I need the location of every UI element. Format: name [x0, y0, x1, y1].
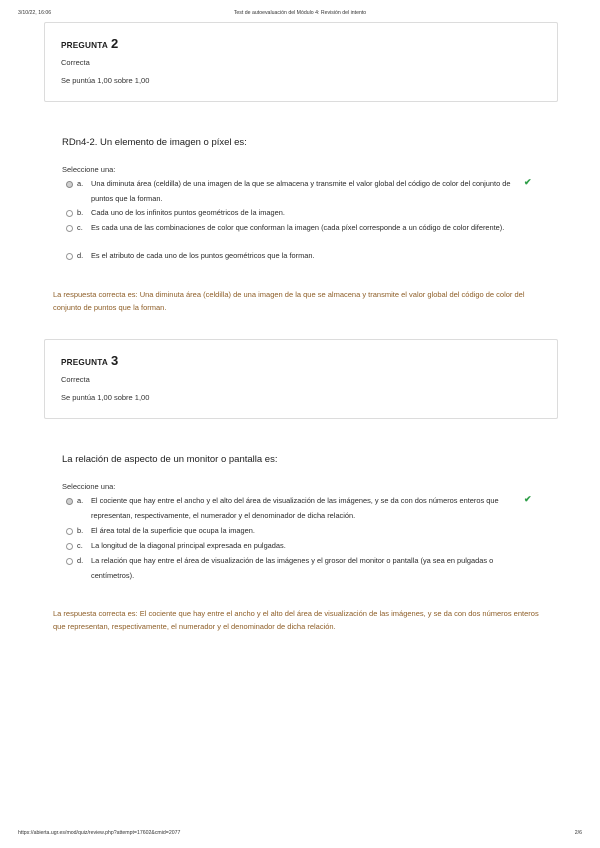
check-icon: ✔ — [524, 494, 532, 504]
answer-letter: b. — [77, 208, 84, 217]
question-text: RDn4-2. Un elemento de imagen o píxel es: — [62, 137, 247, 148]
radio-icon[interactable] — [66, 528, 73, 535]
question-state: Correcta — [61, 58, 90, 67]
answer-letter: a. — [77, 179, 84, 188]
answer-text: Es cada una de las combinaciones de color que conforman la imagen (cada píxel corresponde a un código de color diferente). — [91, 223, 505, 232]
answer-text: Es el atributo de cada uno de los puntos geométricos que la forman. — [91, 251, 315, 260]
answer-letter: d. — [77, 251, 84, 260]
question-label: PREGUNTA — [61, 358, 108, 367]
answer-letter: a. — [77, 496, 84, 505]
radio-icon[interactable] — [66, 498, 73, 505]
print-header — [18, 10, 582, 18]
answer-text: La relación que hay entre el área de visualización de las imágenes y el grosor del monitor o pantalla (ya sea en pulgadas o centímetros). — [91, 556, 494, 580]
check-icon: ✔ — [524, 177, 532, 187]
question-label: PREGUNTA — [61, 41, 108, 50]
question-info-box — [44, 22, 558, 102]
radio-icon[interactable] — [66, 210, 73, 217]
answer-prompt: Seleccione una: — [62, 482, 116, 491]
radio-icon[interactable] — [66, 558, 73, 565]
answer-letter: b. — [77, 526, 84, 535]
print-title: Test de autoevaluación del Módulo 4: Revisión del intento — [233, 10, 367, 16]
question-number: 2 — [110, 36, 119, 51]
answer-letter: c. — [77, 541, 83, 550]
answer-option[interactable] — [66, 554, 546, 583]
question-info-box — [44, 339, 558, 419]
answer-option[interactable] — [66, 249, 546, 264]
answer-option[interactable] — [66, 221, 546, 236]
question-grade: Se puntúa 1,00 sobre 1,00 — [61, 393, 150, 402]
question-title — [61, 36, 118, 51]
print-url[interactable]: https://abierta.ugr.es/mod/quiz/review.php?attempt=17602&cmid=2077 — [18, 830, 181, 836]
answer-option[interactable] — [66, 524, 546, 539]
question-grade: Se puntúa 1,00 sobre 1,00 — [61, 76, 150, 85]
radio-icon[interactable] — [66, 181, 73, 188]
question-title — [61, 353, 118, 368]
answer-option[interactable] — [66, 206, 546, 221]
answer-option[interactable] — [66, 539, 546, 554]
answer-text: Cada uno de los infinitos puntos geométricos de la imagen. — [91, 208, 285, 217]
answer-option[interactable] — [66, 494, 546, 523]
print-footer — [18, 830, 582, 838]
question-state: Correcta — [61, 375, 90, 384]
answer-text: El cociente que hay entre el ancho y el alto del área de visualización de las imágenes, y se da con dos números enteros que representan, respectivamente, el numerador y el denominador de dicha relación. — [91, 496, 499, 520]
print-datetime: 3/10/22, 16:06 — [18, 10, 52, 16]
question-text: La relación de aspecto de un monitor o pantalla es: — [62, 454, 278, 465]
radio-icon[interactable] — [66, 253, 73, 260]
radio-icon[interactable] — [66, 543, 73, 550]
answer-text: El área total de la superficie que ocupa la imagen. — [91, 526, 255, 535]
radio-icon[interactable] — [66, 225, 73, 232]
correct-answer-feedback: La respuesta correcta es: Una diminuta área (celdilla) de una imagen de la que se almacena y transmite el valor global del código de color del conjunto de puntos que la forman. — [53, 290, 525, 312]
print-page-number: 2/6 — [574, 830, 582, 836]
question-number: 3 — [110, 353, 119, 368]
answer-text: Una diminuta área (celdilla) de una imagen de la que se almacena y transmite el valor global del código de color del conjunto de puntos que la forman. — [91, 179, 511, 203]
answer-option[interactable] — [66, 177, 546, 206]
correct-answer-feedback: La respuesta correcta es: El cociente que hay entre el ancho y el alto del área de visualización de las imágenes, y se da con dos números enteros que representan, respectivamente, el numerador y el denominador de dicha relación. — [53, 609, 539, 631]
answer-text: La longitud de la diagonal principal expresada en pulgadas. — [91, 541, 286, 550]
answer-letter: d. — [77, 556, 84, 565]
answer-letter: c. — [77, 223, 83, 232]
answer-prompt: Seleccione una: — [62, 165, 116, 174]
